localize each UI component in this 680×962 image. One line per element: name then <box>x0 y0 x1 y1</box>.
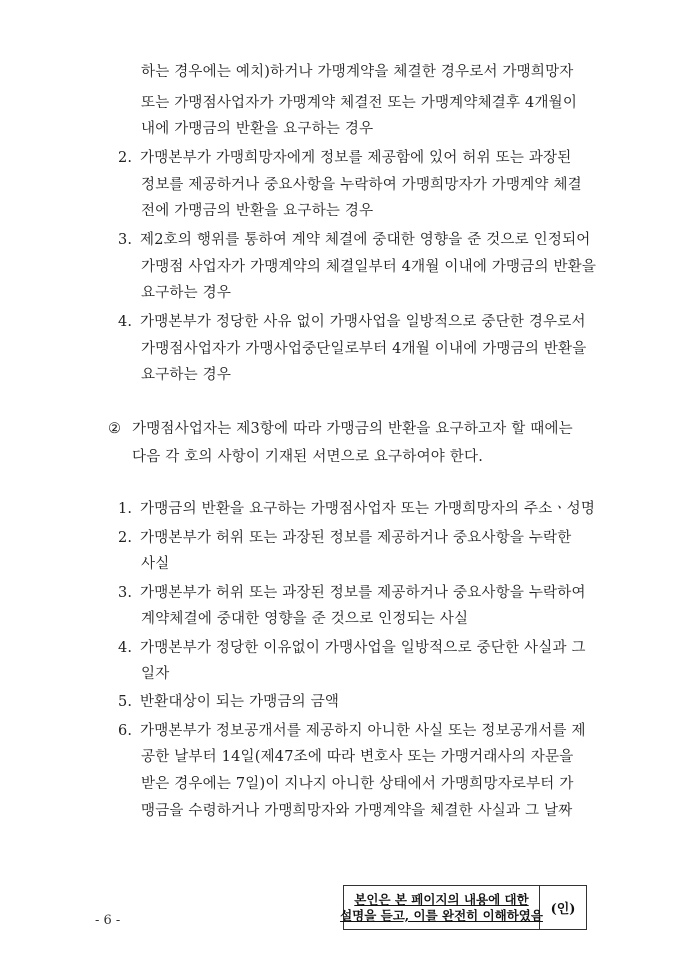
text-line: 일자 <box>141 666 170 682</box>
list-number: 1. <box>118 501 133 517</box>
paragraph <box>108 419 573 439</box>
text-line: 가맹점 사업자가 가맹계약의 체결일부터 4개월 이내에 가맹금의 반환을 <box>141 259 597 275</box>
text-line: 받은 경우에는 7일)이 지나지 아니한 상태에서 가맹희망자로부터 가 <box>141 776 574 792</box>
text-line: 제2호의 행위를 통하여 계약 체결에 중대한 영향을 준 것으로 인정되어 <box>140 232 591 248</box>
confirmation-line: 설명을 듣고, 이를 완전히 이해하였음 <box>340 907 543 923</box>
page-number: - 6 - <box>95 913 121 928</box>
list-item <box>118 148 571 168</box>
list-number: 4. <box>118 640 133 656</box>
confirmation-box <box>340 885 587 930</box>
list-item <box>118 692 339 712</box>
text-line: 정보를 제공하거나 중요사항을 누락하여 가맹희망자가 가맹계약 체결 <box>141 177 582 193</box>
text-line: 하는 경우에는 예치)하거나 가맹계약을 체결한 경우로서 가맹희망자 <box>141 64 574 80</box>
list-number: 3. <box>118 585 133 601</box>
text-line: 가맹본부가 허위 또는 과장된 정보를 제공하거나 중요사항을 누락하여 <box>140 585 586 601</box>
text-line: 요구하는 경우 <box>141 285 232 301</box>
list-number: 3. <box>118 232 133 248</box>
list-item <box>118 312 586 332</box>
text-line: 맹금을 수령하거나 가맹희망자와 가맹계약을 체결한 사실과 그 날짜 <box>141 803 573 819</box>
confirmation-line: 본인은 본 페이지의 내용에 대한 <box>354 891 529 907</box>
text-line: 사실 <box>141 556 170 572</box>
text-line: 반환대상이 되는 가맹금의 금액 <box>140 694 340 710</box>
list-number: 5. <box>118 694 133 710</box>
text-line: 또는 가맹점사업자가 가맹계약 체결전 또는 가맹계약체결후 4개월이 <box>141 95 578 111</box>
text-line: 가맹점사업자가 가맹사업중단일로부터 4개월 이내에 가맹금의 반환을 <box>141 341 587 357</box>
text-line: 내에 가맹금의 반환을 요구하는 경우 <box>141 121 374 137</box>
list-item <box>118 583 586 603</box>
list-number: 2. <box>118 530 133 546</box>
text-line: 전에 가맹금의 반환을 요구하는 경우 <box>141 203 374 219</box>
list-item <box>118 230 591 250</box>
list-item <box>118 499 595 519</box>
text-line: 가맹금의 반환을 요구하는 가맹점사업자 또는 가맹희망자의 주소ㆍ성명 <box>140 501 596 517</box>
list-item <box>118 528 571 548</box>
list-number: 6. <box>118 723 133 739</box>
text-line: 가맹본부가 허위 또는 과장된 정보를 제공하거나 중요사항을 누락한 <box>140 530 572 546</box>
text-line: 가맹본부가 정보공개서를 제공하지 아니한 사실 또는 정보공개서를 제 <box>140 723 586 739</box>
list-number: 2. <box>118 150 133 166</box>
paragraph-marker: ② <box>108 421 122 437</box>
text-line: 공한 날부터 14일(제47조에 따라 변호사 또는 가맹거래사의 자문을 <box>141 749 574 765</box>
text-line: 가맹점사업자는 제3항에 따라 가맹금의 반환을 요구하고자 할 때에는 <box>132 421 573 437</box>
text-line: 가맹본부가 정당한 이유없이 가맹사업을 일방적으로 중단한 사실과 그 <box>140 640 586 656</box>
text-line: 계약체결에 중대한 영향을 준 것으로 인정되는 사실 <box>141 611 469 627</box>
list-item <box>118 638 586 658</box>
confirmation-statement <box>340 886 543 929</box>
text-line: 가맹본부가 정당한 사유 없이 가맹사업을 일방적으로 중단한 경우로서 <box>140 314 586 330</box>
list-item <box>118 721 586 741</box>
text-line: 가맹본부가 가맹희망자에게 정보를 제공함에 있어 허위 또는 과장된 <box>140 150 572 166</box>
text-line: 다음 각 호의 사항이 기재된 서면으로 요구하여야 한다. <box>132 449 484 465</box>
list-number: 4. <box>118 314 133 330</box>
seal-field[interactable]: (인) <box>550 902 576 917</box>
text-line: 요구하는 경우 <box>141 367 232 383</box>
